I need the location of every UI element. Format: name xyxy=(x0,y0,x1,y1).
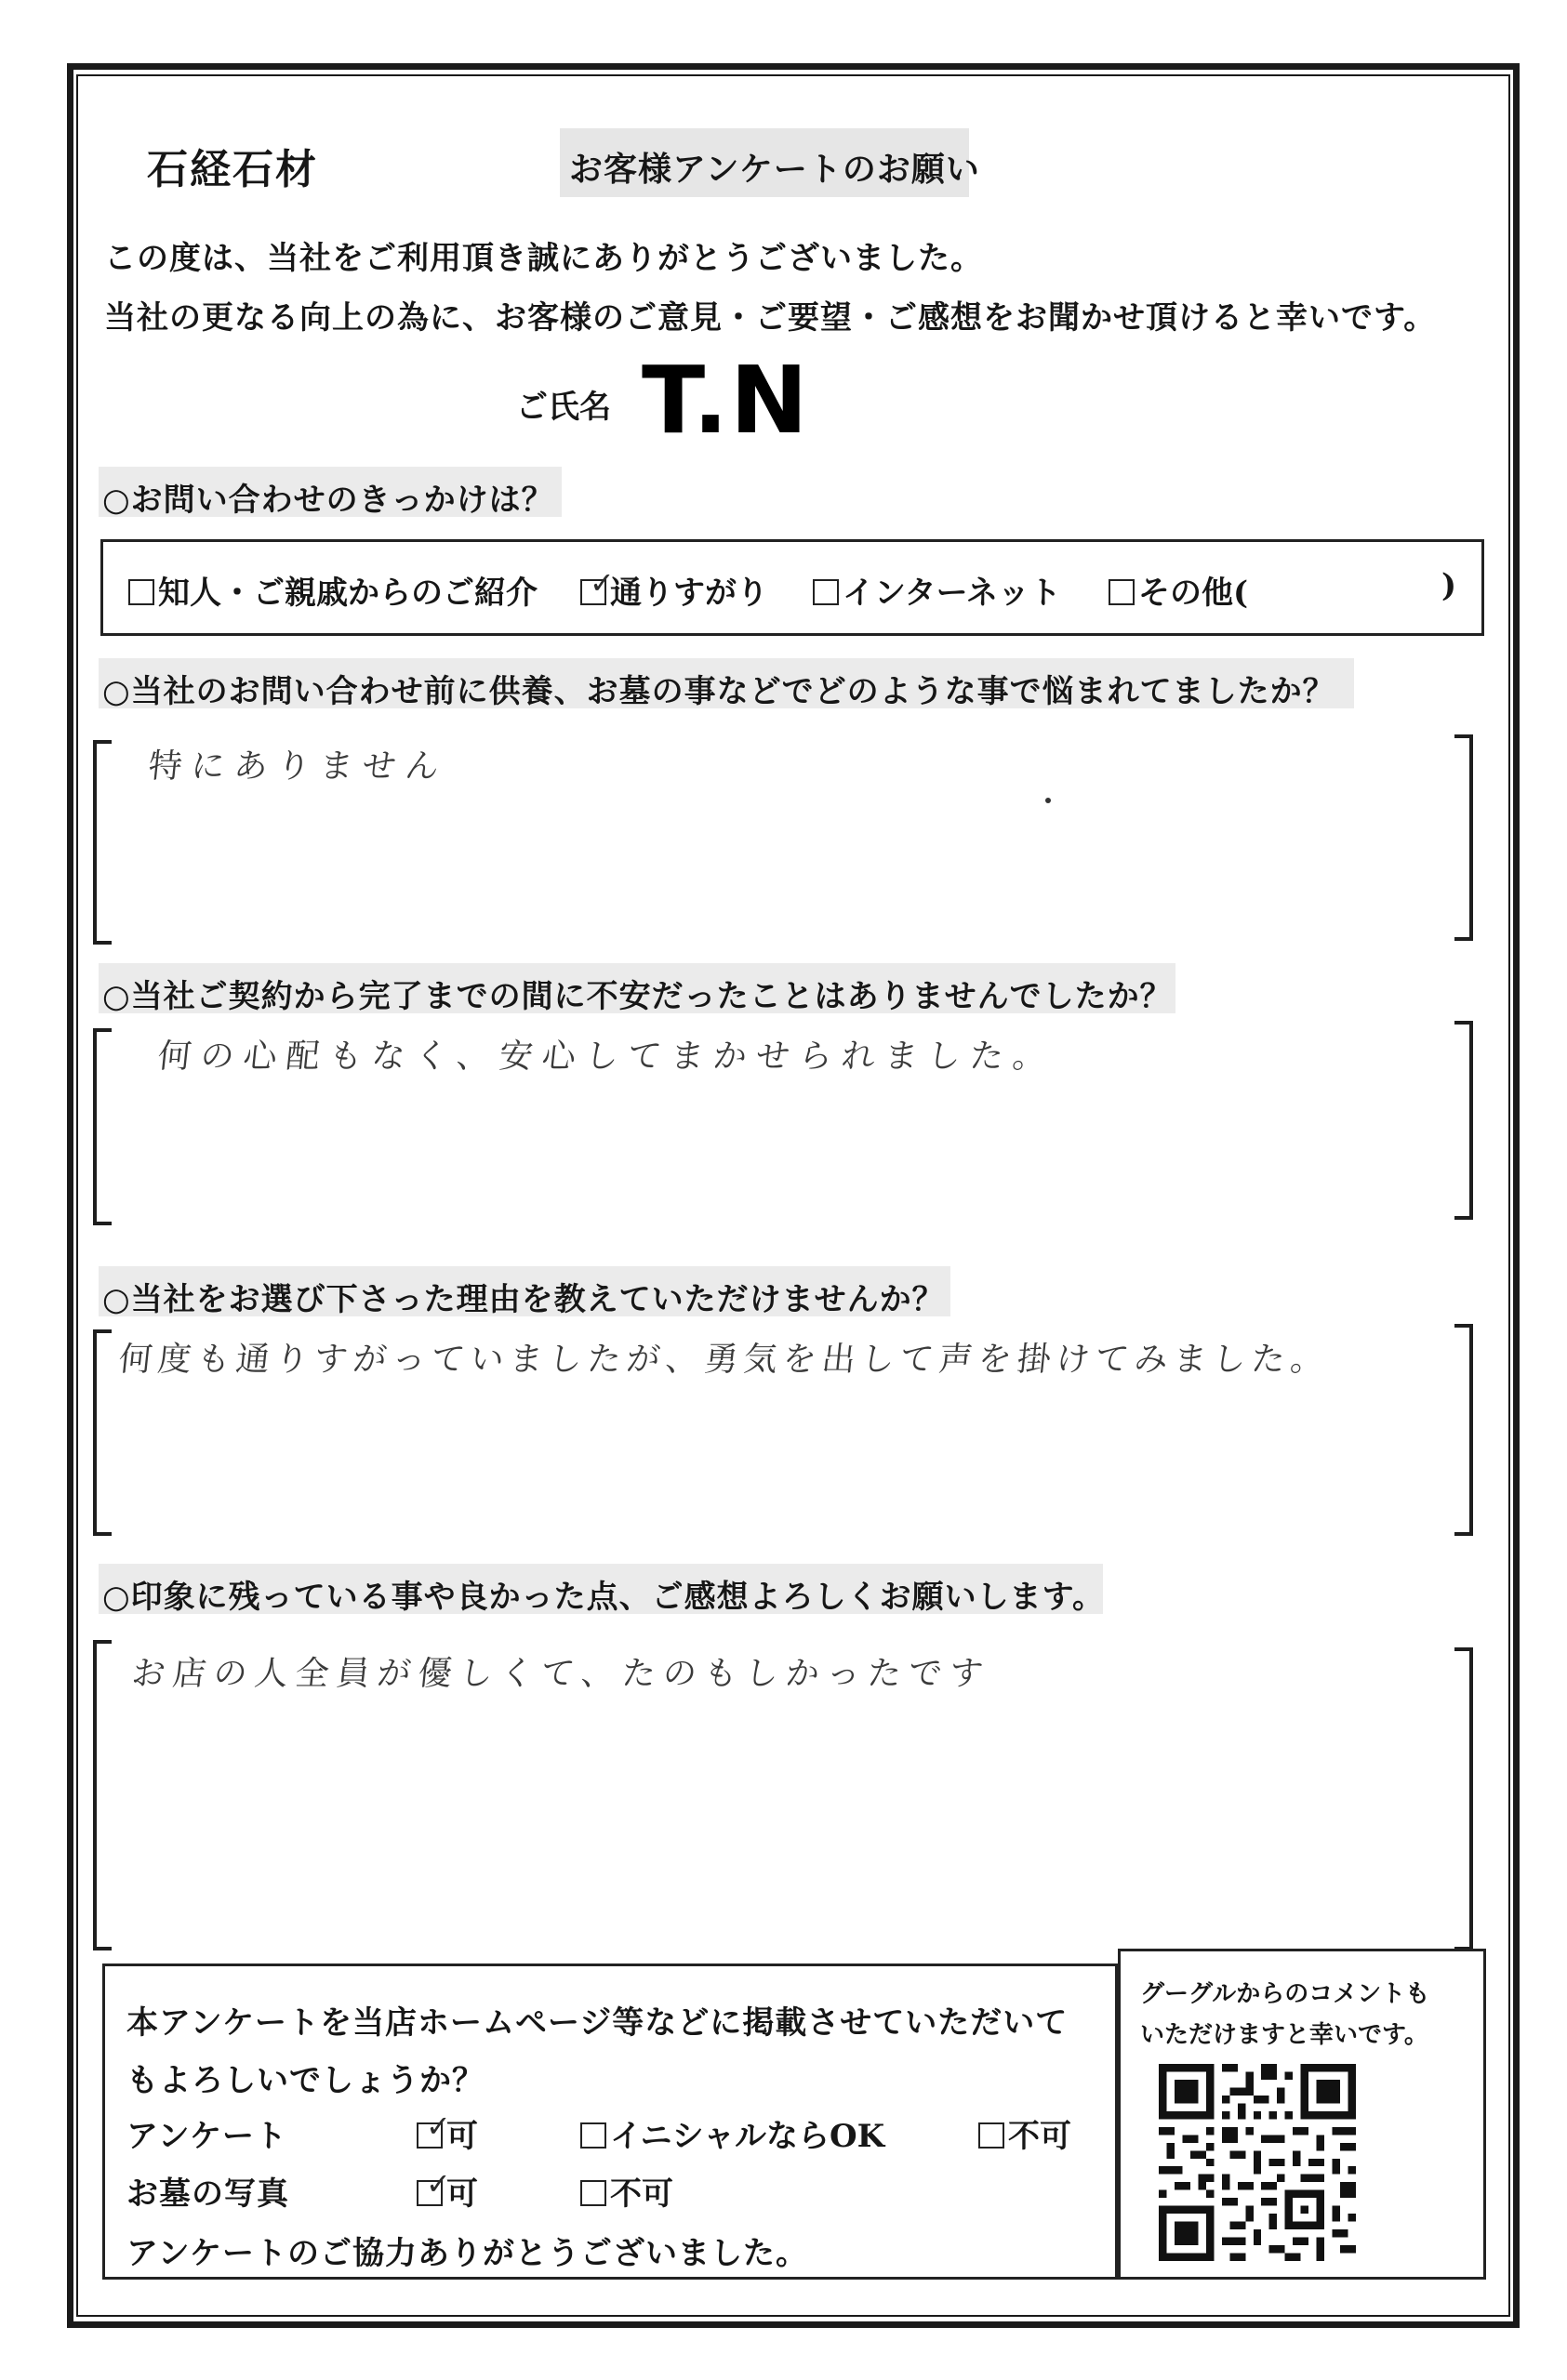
option-referral-label: 知人・ご親戚からのご紹介 xyxy=(158,575,538,612)
option-passing-by[interactable] xyxy=(580,567,768,613)
option-referral[interactable] xyxy=(128,567,538,613)
photo-label: お墓の写真 xyxy=(126,2175,289,2213)
survey-initials-option[interactable] xyxy=(580,2110,884,2156)
name-label: ご氏名 xyxy=(516,389,611,426)
photo-ng-label: 不可 xyxy=(610,2175,673,2213)
q2-bracket-right xyxy=(1454,734,1473,941)
option-other-label: その他( xyxy=(1138,575,1249,612)
photo-ng-option[interactable] xyxy=(580,2168,673,2214)
q5-question: ○印象に残っている事や良かった点、ご感想よろしくお願いします。 xyxy=(102,1579,1105,1616)
q3-bracket-right xyxy=(1454,1021,1473,1220)
q4-bracket-right xyxy=(1454,1324,1473,1536)
qr-code-icon[interactable] xyxy=(1153,2064,1361,2261)
photo-ok-option[interactable] xyxy=(417,2168,478,2214)
other-close-paren: ) xyxy=(1441,567,1457,604)
internet-checkbox[interactable] xyxy=(813,579,839,605)
photo-ng-checkbox[interactable] xyxy=(580,2180,606,2206)
q1-question: ○お問い合わせのきっかけは？ xyxy=(102,482,554,519)
consent-text-line-2: もよろしいでしょうか？ xyxy=(126,2062,485,2099)
option-passing-by-label: 通りすがり xyxy=(610,575,768,612)
q5-bracket-right xyxy=(1454,1647,1473,1950)
google-note-line-2: いただけますと幸いです。 xyxy=(1140,2021,1428,2049)
option-internet-label: インターネット xyxy=(843,575,1061,612)
referral-checkbox[interactable] xyxy=(128,579,154,605)
option-other[interactable] xyxy=(1109,567,1248,613)
stray-dot xyxy=(1045,798,1051,803)
other-checkbox[interactable] xyxy=(1109,579,1135,605)
q3-question: ○当社ご契約から完了までの間に不安だったことはありませんでしたか？ xyxy=(102,978,1173,1015)
survey-ok-option[interactable] xyxy=(417,2110,478,2156)
consent-text-line-1: 本アンケートを当店ホームページ等などに掲載させていただいて xyxy=(126,2004,1069,2042)
q2-bracket-left xyxy=(93,740,112,945)
survey-ng-option[interactable] xyxy=(978,2110,1071,2156)
check-mark-icon: ✓ xyxy=(426,2166,451,2202)
intro-line-2: 当社の更なる向上の為に、お客様のご意見・ご要望・ご感想をお聞かせ頂けると幸いです。 xyxy=(104,299,1437,337)
check-mark-icon: ✓ xyxy=(426,2109,451,2144)
google-note-line-1: グーグルからのコメントも xyxy=(1140,1980,1430,2008)
intro-line-1: この度は、当社をご利用頂き誠にありがとうございました。 xyxy=(104,240,983,277)
passing-by-checkbox[interactable] xyxy=(580,565,615,605)
name-value[interactable]: T.N xyxy=(642,346,810,455)
survey-ok-checkbox[interactable] xyxy=(417,2109,451,2149)
option-internet[interactable] xyxy=(813,567,1061,613)
survey-ng-checkbox[interactable] xyxy=(978,2122,1004,2149)
photo-ok-checkbox[interactable] xyxy=(417,2166,451,2206)
q3-bracket-left xyxy=(93,1028,112,1225)
survey-ok-label: 可 xyxy=(446,2118,478,2155)
survey-initials-label: イニシャルならOK xyxy=(610,2118,885,2155)
survey-label: アンケート xyxy=(126,2118,287,2155)
q3-answer[interactable]: 何の心配もなく、安心してまかせられました。 xyxy=(155,1038,1058,1076)
q2-question: ○当社のお問い合わせ前に供養、お墓の事などでどのような事で悩まれてましたか？ xyxy=(102,673,1335,710)
q5-answer[interactable]: お店の人全員が優しくて、たのもしかったです xyxy=(129,1655,993,1693)
survey-initials-checkbox[interactable] xyxy=(580,2122,606,2149)
thanks-text: アンケートのご協力ありがとうございました。 xyxy=(126,2235,808,2272)
q4-question: ○当社をお選び下さった理由を教えていただけませんか？ xyxy=(102,1281,945,1318)
photo-ok-label: 可 xyxy=(446,2175,478,2213)
q4-answer[interactable]: 何度も通りすがっていましたが、勇気を出して声を掛けてみました。 xyxy=(116,1341,1332,1379)
q4-bracket-left xyxy=(93,1329,112,1536)
form-title: お客様アンケートのお願い xyxy=(569,150,980,189)
q2-answer[interactable]: 特にありません xyxy=(146,747,450,786)
check-mark-icon: ✓ xyxy=(590,565,615,601)
q5-bracket-left xyxy=(93,1640,112,1950)
survey-ng-label: 不可 xyxy=(1008,2118,1071,2155)
company-name: 石経石材 xyxy=(147,146,318,193)
